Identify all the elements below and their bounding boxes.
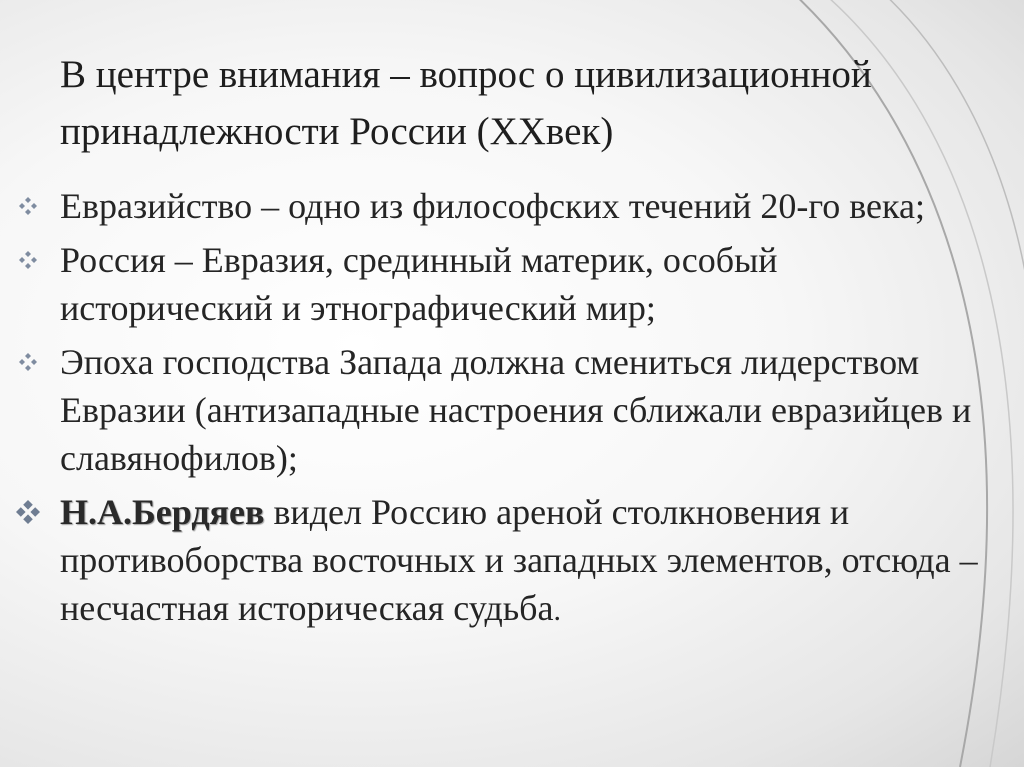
diamond-bullet-icon (18, 250, 38, 270)
diamond-bullet-icon (16, 500, 40, 524)
bullet-item (18, 236, 998, 332)
bullet-list (18, 182, 998, 641)
bullet-text: Россия – Евразия, срединный материк, особый исторический и этнографический мир; (60, 240, 778, 328)
bullet-text: Евразийство – одно из философских течений 20-го века; (60, 186, 925, 226)
bullet-item (18, 182, 998, 230)
bullet-end-punctuation: . (553, 594, 561, 627)
diamond-bullet-icon (18, 196, 38, 216)
bullet-name-berdyaev: Н.А.Бердяев (60, 492, 265, 532)
bullet-item (18, 338, 998, 482)
slide-title: В центре внимания – вопрос о цивилизационной принадлежности России (XXвек) (60, 53, 872, 153)
bullet-text: Эпоха господства Запада должна смениться лидерством Евразии (антизападные настроения сближали евразийцев и славянофилов); (60, 342, 972, 478)
bullet-text: видел Россию ареной столкновения и противоборства восточных и западных элементов, отсюда – несчастная историческая судьба (60, 492, 978, 628)
diamond-bullet-icon (18, 352, 38, 372)
bullet-item (18, 488, 998, 635)
